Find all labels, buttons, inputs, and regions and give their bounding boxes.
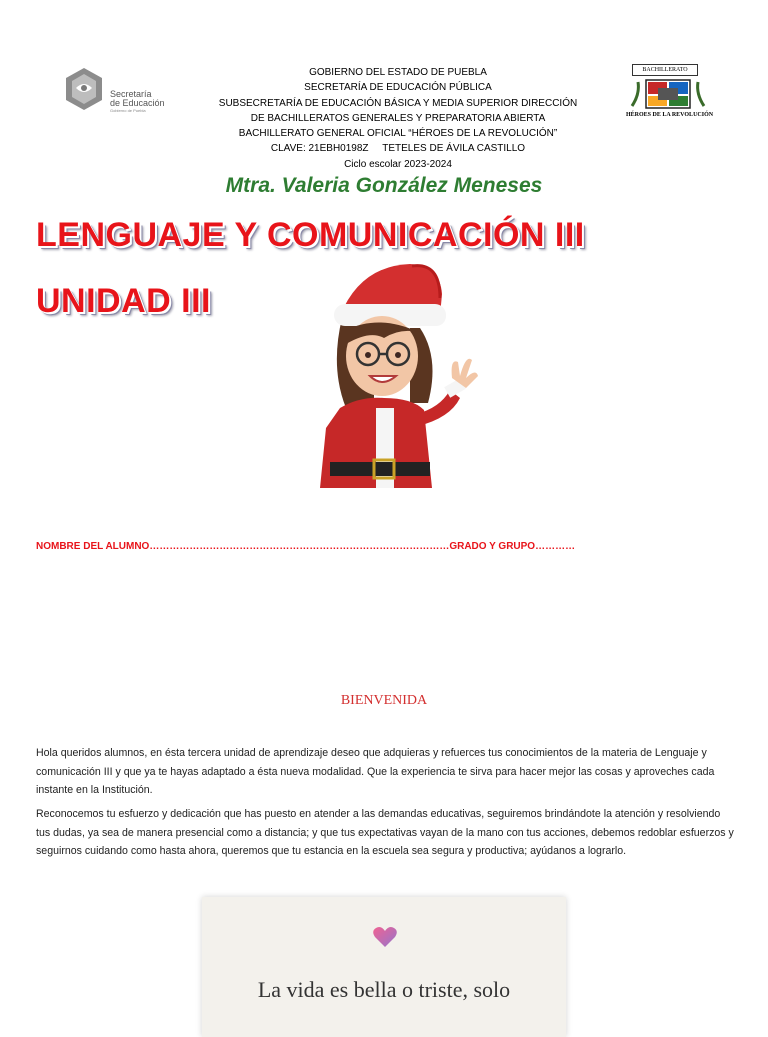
bachillerato-logo <box>626 64 714 122</box>
welcome-heading: BIENVENIDA <box>340 693 428 708</box>
header-line: GOBIERNO DEL ESTADO DE PUEBLA <box>309 67 487 78</box>
quote-text: La vida es bella o triste, solo <box>257 977 511 1002</box>
institution-header <box>218 65 578 172</box>
unit-title: UNIDAD III <box>36 282 211 320</box>
header-line: SECRETARÍA DE EDUCACIÓN PÚBLICA <box>304 82 492 94</box>
header-line: CLAVE: 21EBH0198Z TETELES DE ÁVILA CASTILLO <box>270 143 526 155</box>
secretaria-emblem-icon <box>62 66 106 112</box>
bachillerato-banner: BACHILLERATO <box>632 64 698 76</box>
logo-text-educacion: de Educación <box>110 98 165 108</box>
secretaria-educacion-logo <box>62 66 182 114</box>
header-line: DE BACHILLERATOS GENERALES Y PREPARATORIA ABIERTA <box>250 112 546 124</box>
header-line: SUBSECRETARÍA DE EDUCACIÓN BÁSICA Y MEDIA SUPERIOR DIRECCIÓN <box>218 97 578 109</box>
santa-teacher-avatar-icon <box>300 258 490 488</box>
heart-icon <box>372 925 398 949</box>
school-crest-icon <box>630 76 706 112</box>
header-line: Ciclo escolar 2023-2024 <box>344 158 452 170</box>
welcome-paragraph: Hola queridos alumnos, en ésta tercera unidad de aprendizaje deseo que adquieras y refuerces tus conocimientos de la materia de Lenguaje y comunicación III y que ya te hayas adaptado a ésta nueva modalidad. Que la experiencia te sirva para hacer mejor las cosas y aproveches cada instante en la Institución. <box>36 747 715 797</box>
quote-card <box>202 897 566 1037</box>
bachillerato-motto: HÉROES DE LA REVOLUCIÓN <box>626 112 714 118</box>
logo-text-secretaria: Secretaría <box>110 89 152 99</box>
student-name-grade-field: NOMBRE DEL ALUMNO………………………………………………………………………………GRADO Y GRUPO………… <box>36 541 576 552</box>
teacher-name: Mtra. Valeria González Meneses <box>225 174 543 197</box>
welcome-paragraph: Reconocemos tu esfuerzo y dedicación que has puesto en atender a las demandas educativas, seguiremos brindándote la atención y resolviendo tus dudas, ya sea de manera presencial como a distancia; y que tus expectativas vayan de la mano con tus acciones, debemos redoblar esfuerzos y seguirnos cuidando como hasta ahora, queremos que tu estancia en la escuela sea segura y productiva; ayúdanos a lograrlo. <box>36 808 734 858</box>
header-line: BACHILLERATO GENERAL OFICIAL “HÉROES DE LA REVOLUCIÓN” <box>238 128 558 140</box>
course-title: LENGUAJE Y COMUNICACIÓN III <box>36 216 585 254</box>
logo-text-gobierno: Gobierno de Puebla <box>110 108 146 113</box>
